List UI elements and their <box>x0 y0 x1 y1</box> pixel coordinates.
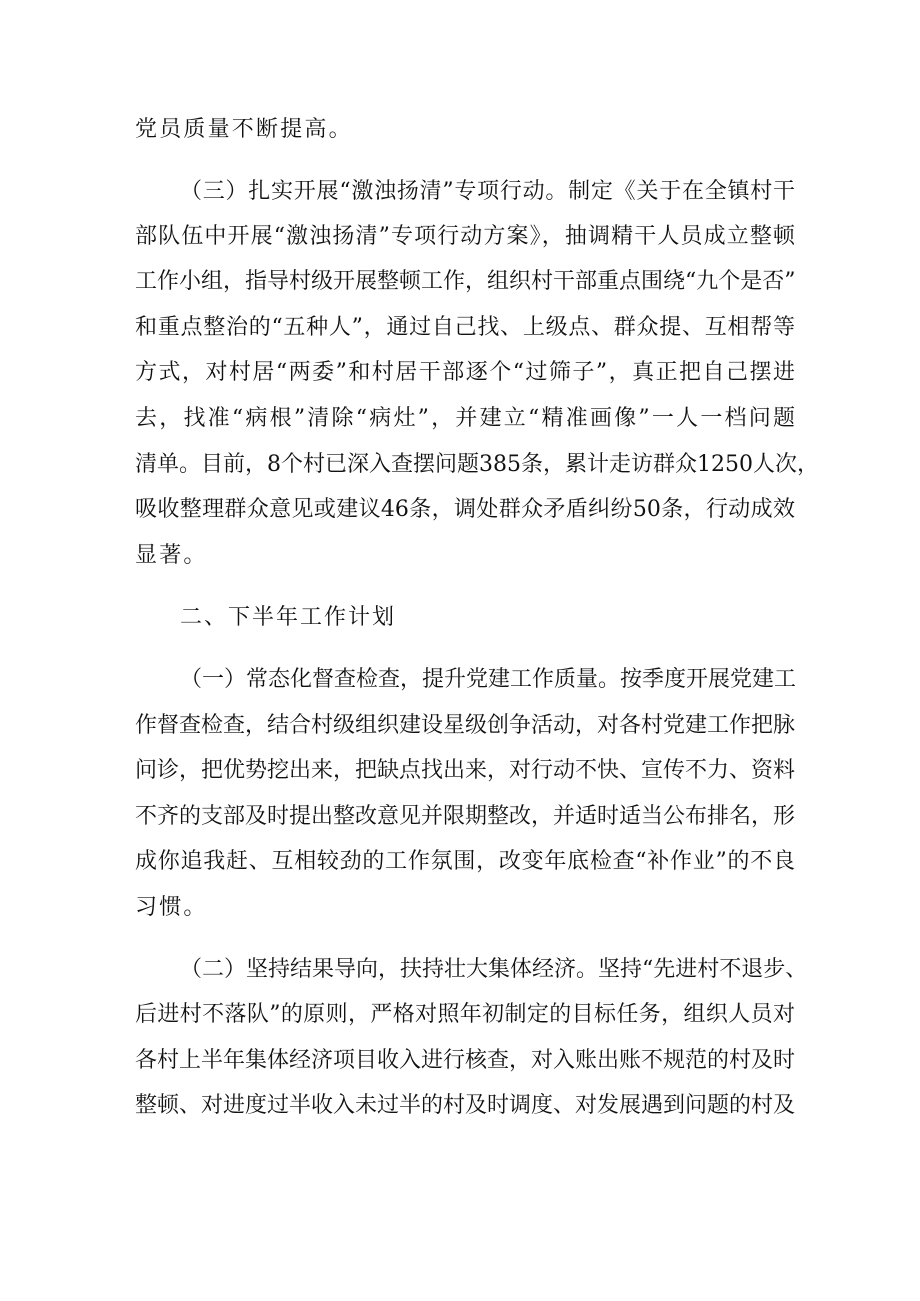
paragraph-line: 工作小组，指导村级开展整顿工作，组织村干部重点围绕“九个是否” <box>135 269 796 294</box>
paragraph-line: 部队伍中开展“激浊扬清”专项行动方案》，抽调精干人员成立整顿 <box>135 224 795 249</box>
paragraph-line: 去，找准“病根”清除“病灶”，并建立“精准画像”一人一档问题 <box>135 406 795 431</box>
paragraph-line: 党员质量不断提高。 <box>135 117 353 142</box>
section-heading: 二、下半年工作计划 <box>180 605 397 630</box>
paragraph-line: （三）扎实开展“激浊扬清”专项行动。制定《关于在全镇村干 <box>180 179 795 204</box>
paragraph-line: 方式，对村居“两委”和村居干部逐个“过筛子”，真正把自己摆进 <box>135 360 795 385</box>
paragraph-line: （二）坚持结果导向，扶持壮大集体经济。坚持“先进村不退步、 <box>180 957 808 982</box>
paragraph-line: 清单。目前，8个村已深入查摆问题385条，累计走访群众1250人次， <box>135 452 819 477</box>
paragraph-line: 成你追我赶、互相较劲的工作氛围，改变年底检查“补作业”的不良 <box>135 849 795 874</box>
paragraph-line: 不齐的支部及时提出整改意见并限期整改，并适时适当公布排名，形 <box>135 804 796 829</box>
paragraph-line: 问诊，把优势挖出来，把缺点找出来，对行动不快、宣传不力、资料 <box>135 758 796 783</box>
paragraph-line: 整顿、对进度过半收入未过半的村及时调度、对发展遇到问题的村及 <box>135 1093 796 1118</box>
paragraph-line: 显著。 <box>135 543 208 568</box>
paragraph-line: （一）常态化督查检查，提升党建工作质量。按季度开展党建工 <box>180 667 797 692</box>
paragraph-line: 作督查检查，结合村级组织建设星级创争活动，对各村党建工作把脉 <box>135 713 796 738</box>
paragraph-line: 各村上半年集体经济项目收入进行核查，对入账出账不规范的村及时 <box>135 1048 796 1073</box>
paragraph-line: 和重点整治的“五种人”，通过自己找、上级点、群众提、互相帮等 <box>135 315 795 340</box>
paragraph-line: 吸收整理群众意见或建议46条，调处群众矛盾纠纷50条，行动成效 <box>135 497 795 522</box>
paragraph-line: 习惯。 <box>135 895 208 920</box>
paragraph-line: 后进村不落队”的原则，严格对照年初制定的目标任务，组织人员对 <box>135 1002 795 1027</box>
